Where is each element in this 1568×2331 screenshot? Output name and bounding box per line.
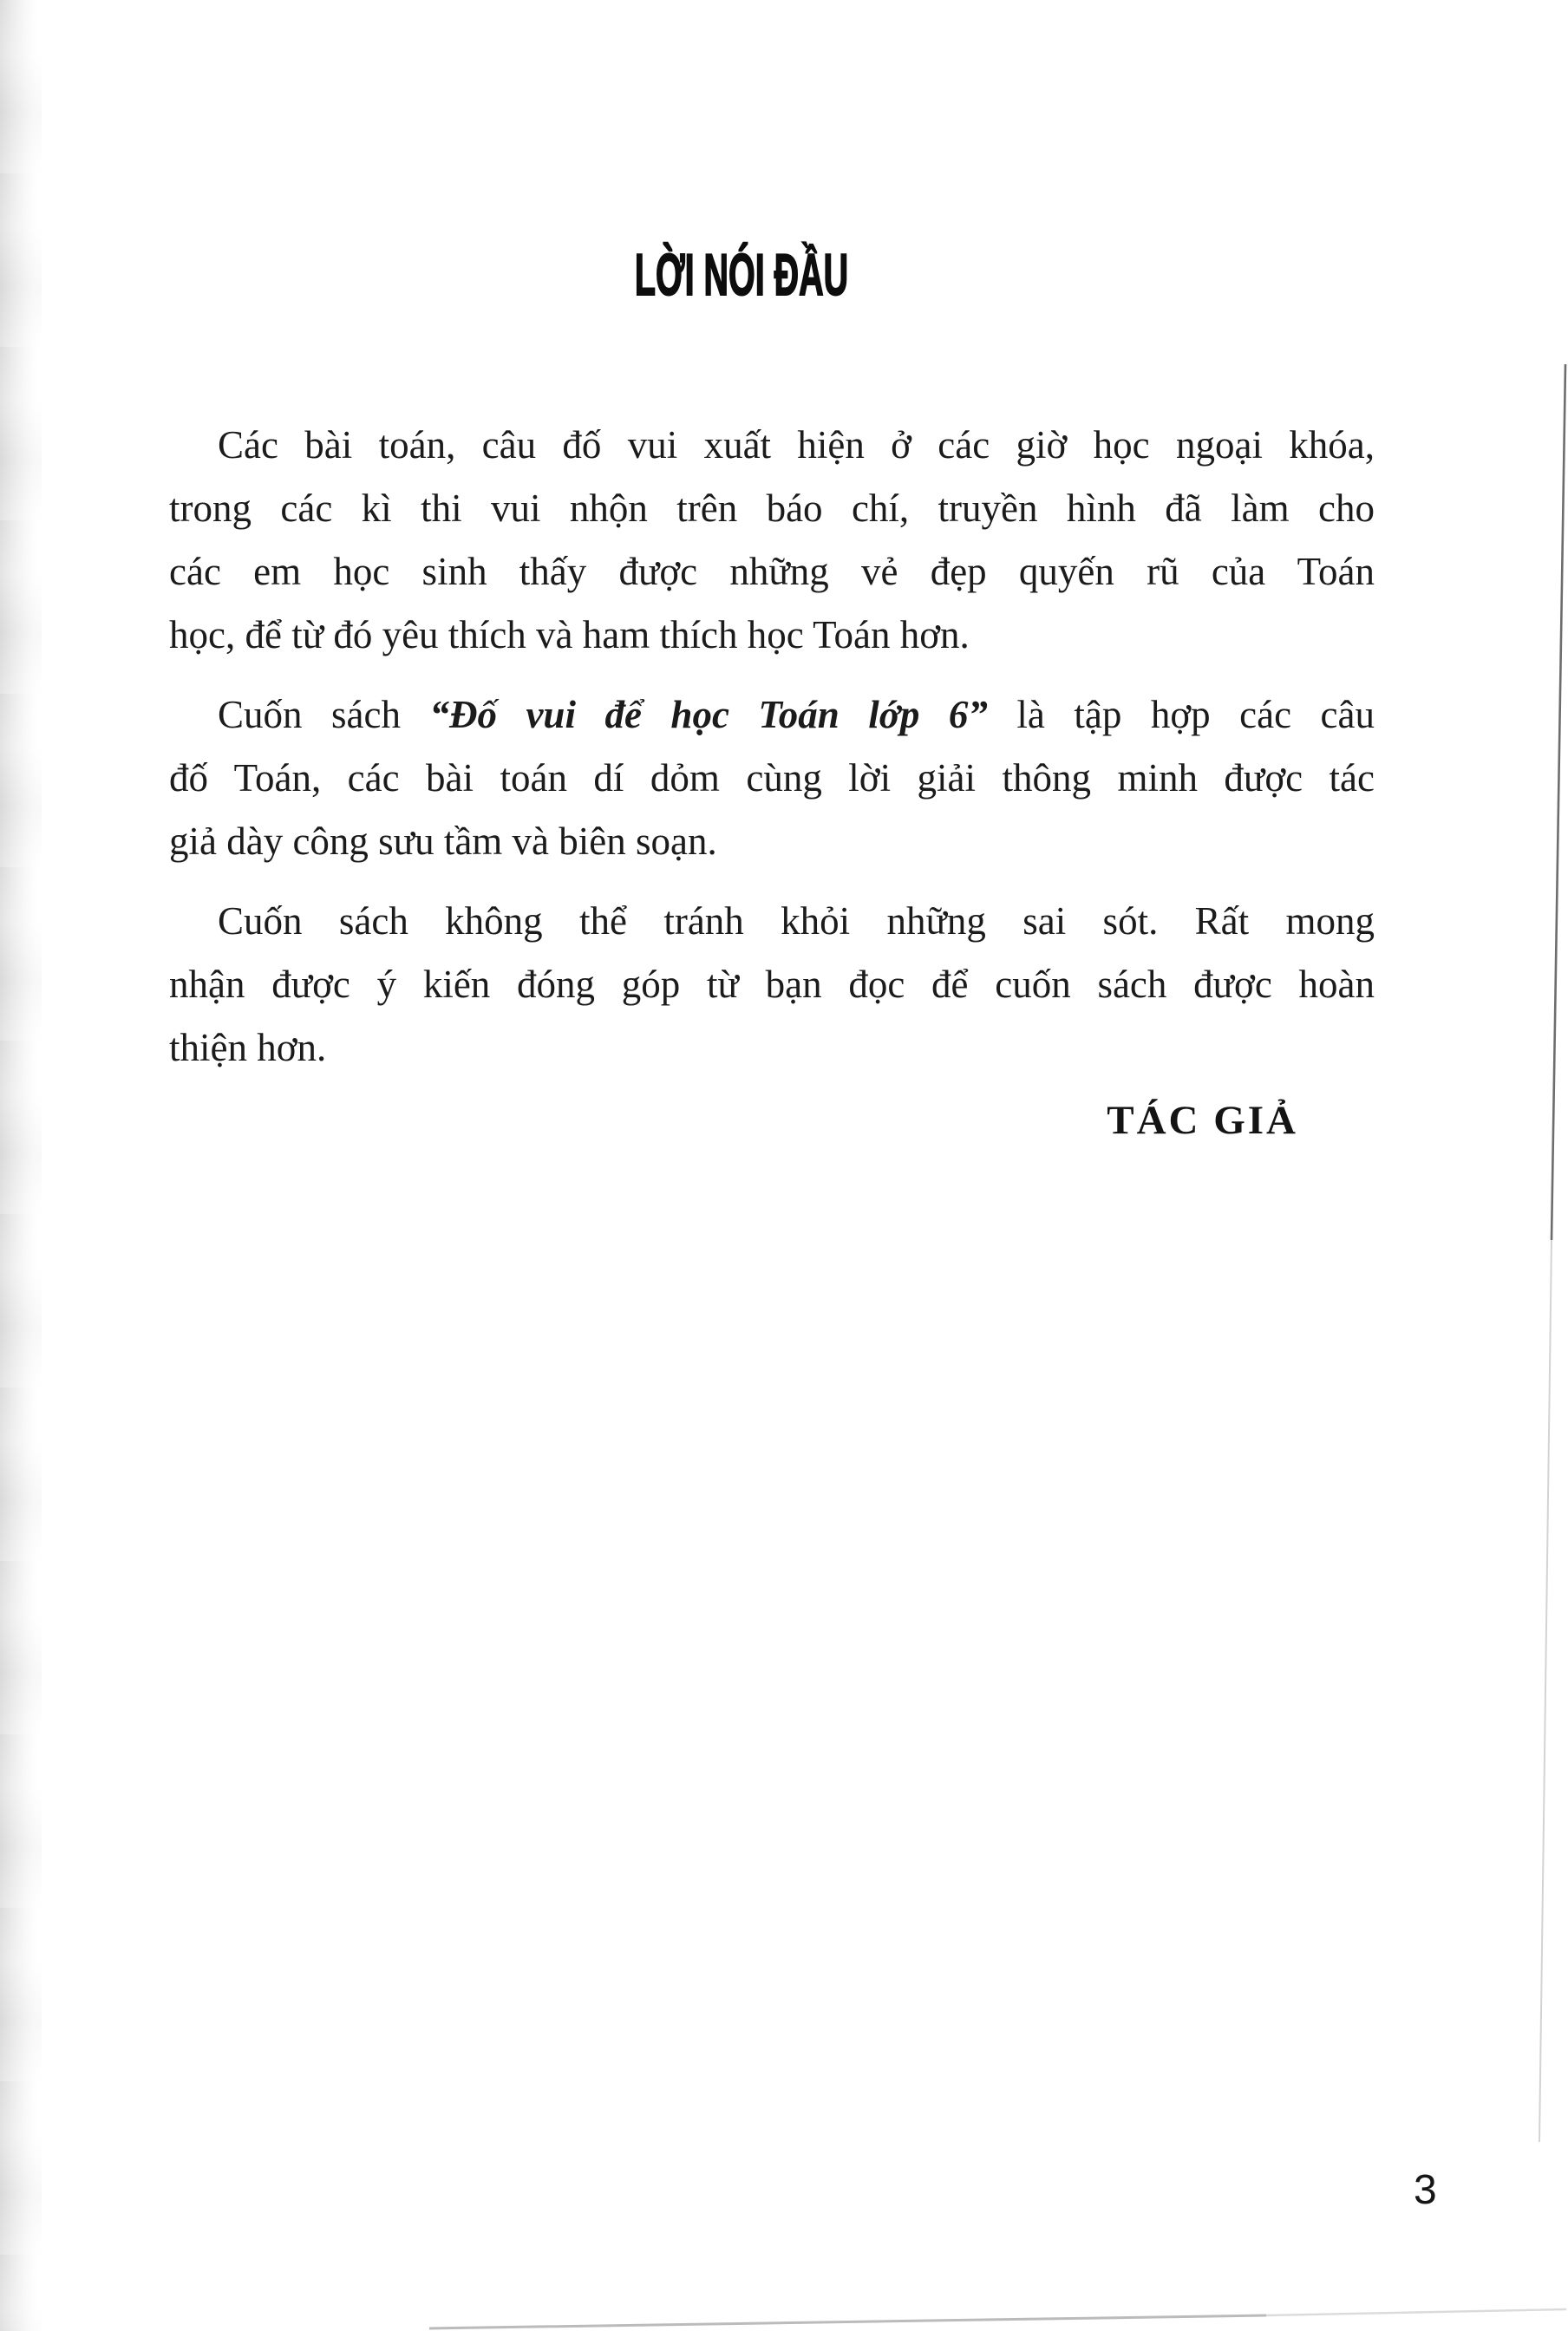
scan-artifact-right-line-lower [1539, 1240, 1552, 2142]
scan-edge-bottom-line-faint [1266, 2309, 1566, 2315]
page-title: LỜI NÓI ĐẦU [634, 242, 849, 308]
paragraph-line: thiện hơn. [169, 1026, 327, 1069]
paragraph-line: trong các kì thi vui nhộn trên báo chí, truyền hình đã làm cho [169, 486, 1375, 530]
paragraph-line: học, để từ đó yêu thích và ham thích học Toán hơn. [169, 613, 970, 656]
foreword-text-block [169, 0, 1375, 1145]
paragraph-line: đố Toán, các bài toán dí dỏm cùng lời giải thông minh được tác [169, 756, 1375, 800]
page-number: 3 [1414, 2167, 1437, 2213]
paragraph-text: là tập hợp các câu [987, 693, 1375, 736]
foreword-paragraph-1 [169, 414, 1375, 667]
paragraph-line: Cuốn sách không thể tránh khỏi những sai sót. Rất mong [218, 899, 1375, 943]
scan-artifact-right-line-upper [1552, 364, 1565, 1240]
paragraph-line: nhận được ý kiến đóng góp từ bạn đọc để cuốn sách được hoàn [169, 963, 1375, 1006]
paragraph-line [169, 683, 1375, 747]
book-title-emphasis: “Đố vui để học Toán lớp 6” [429, 693, 988, 736]
paragraph-line: Các bài toán, câu đố vui xuất hiện ở các giờ học ngoại khóa, [218, 423, 1375, 467]
scan-edge-left-shadow [0, 0, 42, 2331]
author-signature: TÁC GIẢ [1107, 1098, 1298, 1143]
paragraph-text: Cuốn sách [218, 693, 430, 736]
paragraph-line: các em học sinh thấy được những vẻ đẹp quyến rũ của Toán [169, 550, 1375, 593]
paragraph-line: giả dày công sưu tầm và biên soạn. [169, 819, 717, 863]
foreword-paragraph-3 [169, 890, 1375, 1080]
scan-edge-bottom-line-dark [429, 2315, 1266, 2328]
foreword-paragraph-2 [169, 683, 1375, 873]
